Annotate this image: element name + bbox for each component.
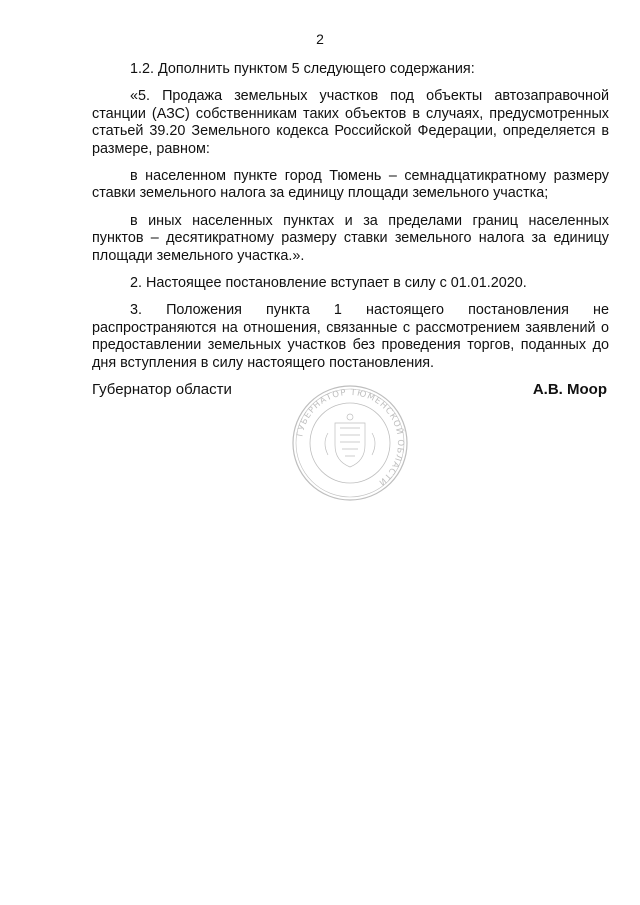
signatory-title: Губернатор области xyxy=(92,381,232,398)
official-seal xyxy=(290,383,410,503)
document-body xyxy=(92,61,609,382)
paragraph-tyumen-rate: в населенном пункте город Тюмень – семнадцатикратному размеру ставки земельного налога за единицу площади земельного участка; xyxy=(92,168,609,202)
seal-text: ГУБЕРНАТОР ТЮМЕНСКОЙ ОБЛАСТИ xyxy=(295,387,406,488)
page-number: 2 xyxy=(316,31,324,47)
paragraph-applicability: 3. Положения пункта 1 настоящего постановления не распространяются на отношения, связанные с рассмотрением заявлений о предоставлении земельных участков без проведения торгов, поданных до дня вступления в силу настоящего постановления. xyxy=(92,302,609,371)
coat-of-arms-icon xyxy=(325,414,375,467)
paragraph-other-settlements-rate: в иных населенных пунктах и за пределами границ населенных пунктов – десятикратному размеру ставки земельного налога за единицу площади земельного участка.». xyxy=(92,212,609,264)
signatory-name: А.В. Моор xyxy=(532,381,607,398)
paragraph-amendment-intro: 1.2. Дополнить пунктом 5 следующего содержания: xyxy=(130,61,475,77)
paragraph-clause-5: «5. Продажа земельных участков под объекты автозаправочной станции (АЗС) собственникам таких объектов в случаях, предусмотренных статьей 39.20 Земельного кодекса Российской Федерации, определяется в размере, равном: xyxy=(92,88,609,157)
paragraph-effective-date: 2. Настоящее постановление вступает в силу с 01.01.2020. xyxy=(130,275,527,292)
